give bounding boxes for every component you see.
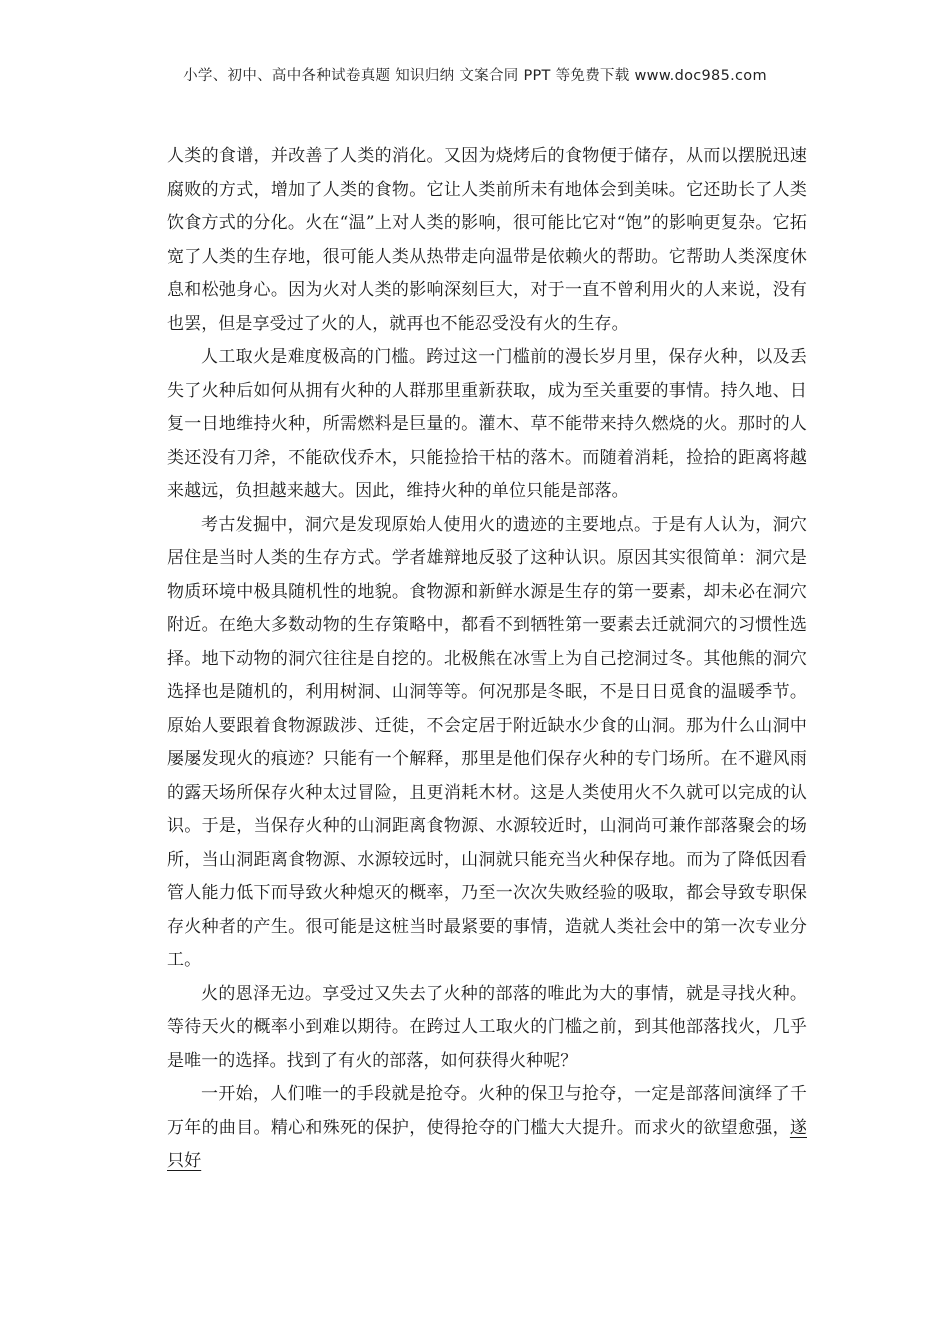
paragraph-2: 人工取火是难度极高的门槛。跨过这一门槛前的漫长岁月里，保存火种，以及丢失了火种后如何从拥有火种的人群那里重新获取，成为至关重要的事情。持久地、日复一日地维持火种，所需燃料是巨量的。灌木、草不能带来持久燃烧的火。那时的人类还没有刀斧，不能砍伐乔木，只能捡拾干枯的落木。而随着消耗，捡拾的距离将越来越远，负担越来越大。因此，维持火种的单位只能是部落。: [167, 347, 807, 501]
paragraph-5-text: 一开始，人们唯一的手段就是抢夺。火种的保卫与抢夺，一定是部落间演绎了千万年的曲目。精心和殊死的保护，使得抢夺的门槛大大提升。而求火的欲望愈强，: [167, 1084, 807, 1138]
paragraph-3: 考古发掘中，洞穴是发现原始人使用火的遗迹的主要地点。于是有人认为，洞穴居住是当时人类的生存方式。学者雄辩地反驳了这种认识。原因其实很简单：洞穴是物质环境中极具随机性的地貌。食物源和新鲜水源是生存的第一要素，却未必在洞穴附近。在绝大多数动物的生存策略中，都看不到牺牲第一要素去迁就洞穴的习惯性选择。地下动物的洞穴往往是自挖的。北极熊在冰雪上为自己挖洞过冬。其他熊的洞穴选择也是随机的，利用树洞、山洞等等。何况那是冬眠，不是日日觅食的温暖季节。原始人要跟着食物源跋涉、迁徙，不会定居于附近缺水少食的山洞。那为什么山洞中屡屡发现火的痕迹？只能有一个解释，那里是他们保存火种的专门场所。在不避风雨的露天场所保存火种太过冒险，且更消耗木材。这是人类使用火不久就可以完成的认识。于是，当保存火种的山洞距离食物源、水源较近时，山洞尚可兼作部落聚会的场所，当山洞距离食物源、水源较远时，山洞就只能充当火种保存地。而为了降低因看管人能力低下而导致火种熄灭的概率，乃至一次次失败经验的吸取，都会导致专职保存火种者的产生。很可能是这桩当时最紧要的事情，造就人类社会中的第一次专业分工。: [167, 514, 807, 970]
underlined-phrase: 遂只好: [167, 1117, 807, 1171]
paragraph-5: [167, 1078, 807, 1179]
page-header: 小学、初中、高中各种试卷真题 知识归纳 文案合同 PPT 等免费下载 www.doc985.com: [183, 68, 767, 84]
article-body: [167, 140, 807, 1179]
paragraph-4: 火的恩泽无边。享受过又失去了火种的部落的唯此为大的事情，就是寻找火种。等待天火的概率小到难以期待。在跨过人工取火的门槛之前，到其他部落找火，几乎是唯一的选择。找到了有火的部落，如何获得火种呢？: [167, 983, 807, 1071]
paragraph-1: 人类的食谱，并改善了人类的消化。又因为烧烤后的食物便于储存，从而以摆脱迅速腐败的方式，增加了人类的食物。它让人类前所未有地体会到美味。它还助长了人类饮食方式的分化。火在“温”上对人类的影响，很可能比它对“饱”的影响更复杂。它拓宽了人类的生存地，很可能人类从热带走向温带是依赖火的帮助。它帮助人类深度休息和松弛身心。因为火对人类的影响深刻巨大，对于一直不曾利用火的人来说，没有也罢，但是享受过了火的人，就再也不能忍受没有火的生存。: [167, 146, 807, 334]
